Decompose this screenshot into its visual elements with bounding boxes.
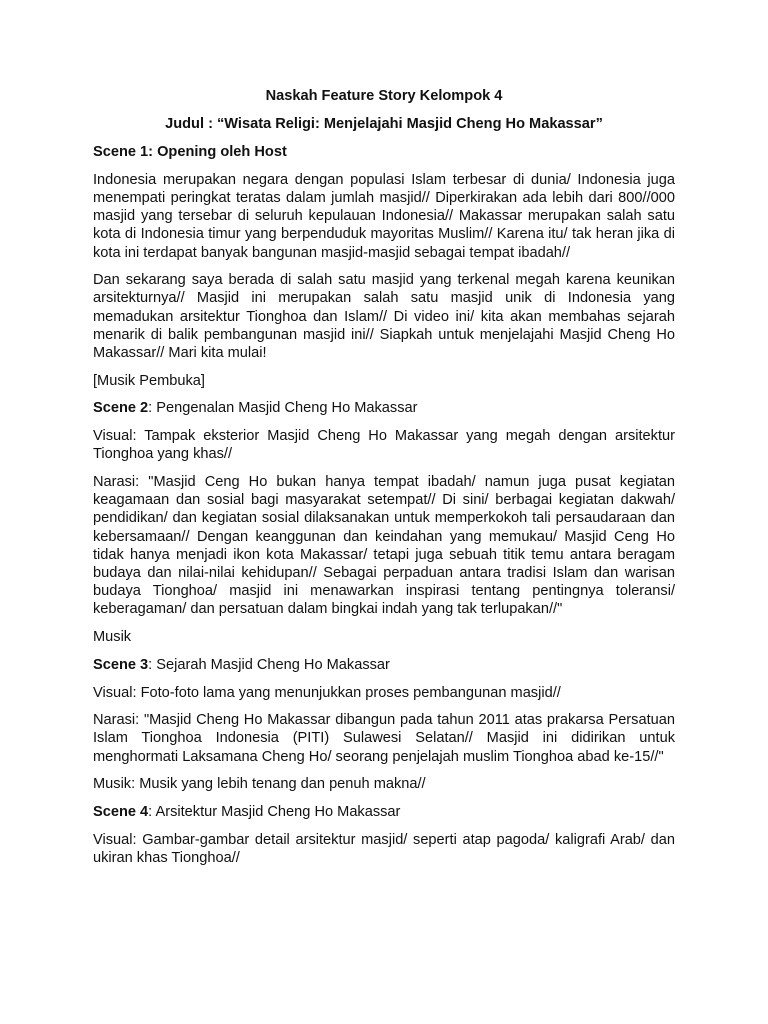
scene4-title: : Arsitektur Masjid Cheng Ho Makassar [148, 804, 401, 821]
scene4-heading [93, 803, 675, 821]
scene3-title: : Sejarah Masjid Cheng Ho Makassar [148, 656, 390, 673]
scene3-music: Musik: Musik yang lebih tenang dan penuh makna// [93, 776, 426, 793]
scene1-paragraph-2: Dan sekarang saya berada di salah satu masjid yang terkenal megah karena keunikan arsitekturnya// Masjid ini merupakan salah satu masjid unik di Indonesia yang memadukan arsitektur Tionghoa dan Islam// Di video ini/ kita akan membahas sejarah menarik di balik pembangunan masjid ini// Siapkah untuk menjelajahi Masjid Cheng Ho Makassar// Mari kita mulai! [93, 272, 675, 362]
scene3-heading [93, 656, 675, 674]
scene2-label: Scene 2 [93, 400, 149, 417]
music-opening: [Musik Pembuka] [93, 372, 205, 389]
scene2-narration: Narasi: "Masjid Ceng Ho bukan hanya tempat ibadah/ namun juga pusat kegiatan keagamaan dan sosial bagi masyarakat setempat// Di sini/ berbagai kegiatan dakwah/ pendidikan/ dan kegiatan sosial dilaksanakan untuk memperkokoh tali persaudaraan dan kebersamaan// Dengan keanggunan dan keindahan yang memukau/ Masjid Ceng Ho tidak hanya menjadi ikon kota Makassar/ tetapi juga sebuah titik temu antara beragam budaya dan nilai-nilai kehidupan// Sebagai perpaduan antara tradisi Islam dan warisan budaya Tionghoa/ masjid ini menawarkan inspirasi tentang pentingnya toleransi/ keberagaman/ dan persatuan dalam bingkai indah yang tak terlupakan//" [93, 474, 675, 618]
scene4-label: Scene 4 [93, 804, 149, 821]
document-title: Naskah Feature Story Kelompok 4 [265, 88, 503, 104]
scene2-visual: Visual: Tampak eksterior Masjid Cheng Ho Makassar yang megah dengan arsitektur Tionghoa yang khas// [93, 428, 675, 463]
scene2-title: : Pengenalan Masjid Cheng Ho Makassar [148, 400, 418, 417]
scene3-label: Scene 3 [93, 656, 149, 673]
music-interlude: Musik [93, 629, 132, 646]
scene2-heading [93, 399, 675, 417]
scene3-visual: Visual: Foto-foto lama yang menunjukkan proses pembangunan masjid// [93, 684, 561, 701]
scene4-visual: Visual: Gambar-gambar detail arsitektur masjid/ seperti atap pagoda/ kaligrafi Arab/ dan ukiran khas Tionghoa// [93, 831, 675, 866]
document-subtitle: Judul : “Wisata Religi: Menjelajahi Masjid Cheng Ho Makassar” [165, 116, 603, 132]
document-body [93, 143, 675, 877]
scene3-narration: Narasi: "Masjid Cheng Ho Makassar dibangun pada tahun 2011 atas prakarsa Persatuan Islam Tionghoa Indonesia (PITI) Sulawesi Selatan// Masjid ini didirikan untuk menghormati Laksamana Cheng Ho/ seorang penjelajah muslim Tionghoa abad ke-15//" [93, 712, 675, 765]
scene1-paragraph-1: Indonesia merupakan negara dengan populasi Islam terbesar di dunia/ Indonesia juga menempati peringkat teratas dalam jumlah masjid// Diperkirakan ada lebih dari 800//000 masjid yang tersebar di seluruh kepulauan Indonesia// Makassar merupakan salah satu kota di Indonesia timur yang berpenduduk mayoritas Muslim// Karena itu/ tak heran jika di kota ini terdapat banyak bangunan masjid-masjid sebagai tempat ibadah// [93, 171, 675, 261]
scene1-heading: Scene 1: Opening oleh Host [93, 144, 287, 160]
